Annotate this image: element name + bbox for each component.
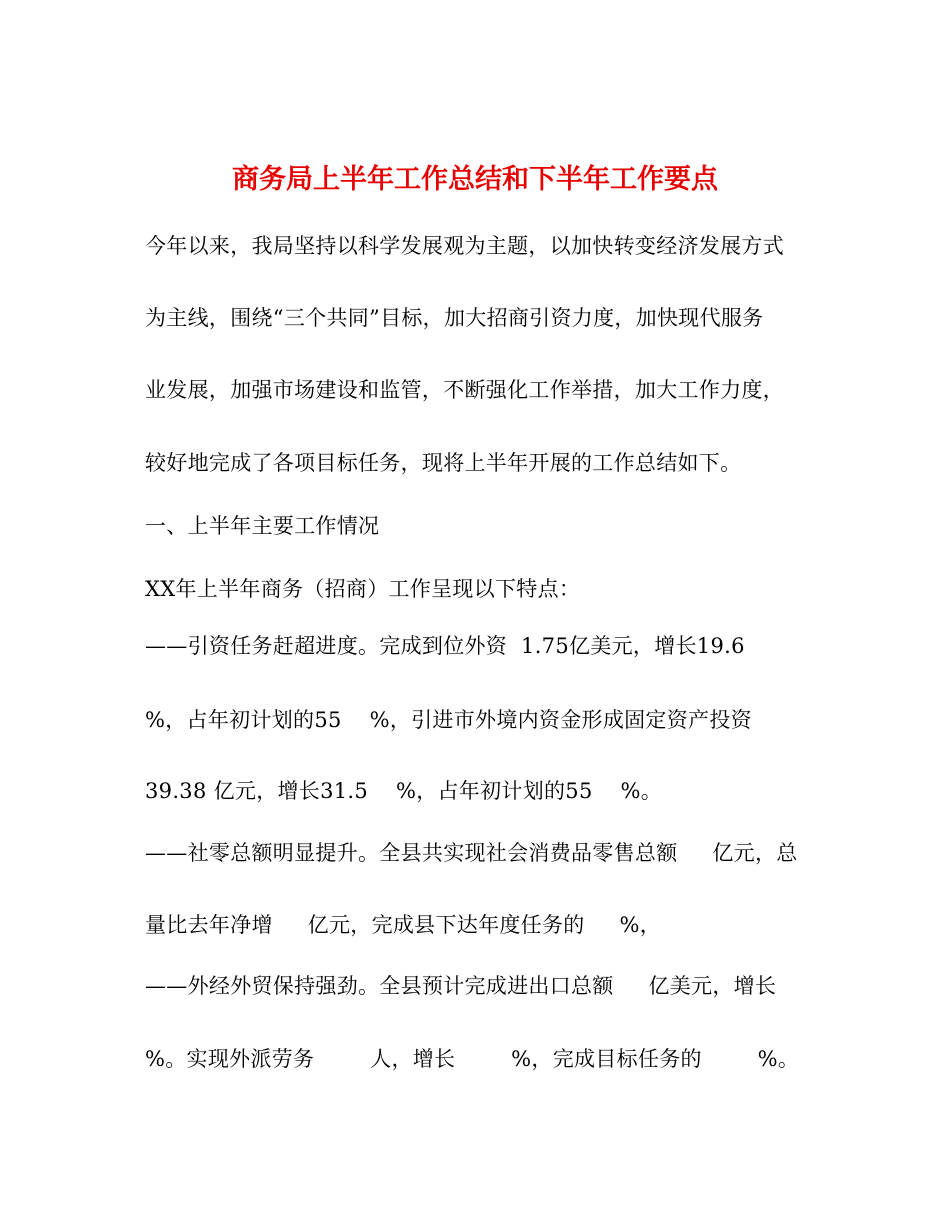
section-heading: 一、上半年主要工作情况	[145, 514, 380, 538]
paragraph-line: ——外经外贸保持强劲。全县预计完成进出口总额 亿美元，增长	[145, 974, 777, 998]
paragraph-line: 今年以来，我局坚持以科学发展观为主题，以加快转变经济发展方式	[145, 234, 784, 258]
paragraph-line: ——引资任务赶超进度。完成到位外资 1.75亿美元，增长19.6	[145, 634, 745, 658]
paragraph-line: XX年上半年商务（招商）工作呈现以下特点：	[145, 577, 581, 601]
document-title: 商务局上半年工作总结和下半年工作要点	[232, 164, 718, 196]
paragraph-line: 为主线，围绕“三个共同”目标，加大招商引资力度，加快现代服务	[145, 306, 764, 330]
paragraph-line: 量比去年净增 亿元，完成县下达年度任务的 %，	[145, 913, 662, 937]
paragraph-line: 业发展，加强市场建设和监管，不断强化工作举措，加大工作力度，	[145, 378, 784, 402]
paragraph-line: %。实现外派劳务 人，增长 %，完成目标任务的 %。	[145, 1047, 800, 1071]
paragraph-line: %，占年初计划的55 %，引进市外境内资金形成固定资产投资	[145, 708, 752, 732]
paragraph-line: ——社零总额明显提升。全县共实现社会消费品零售总额 亿元，总	[145, 841, 798, 865]
paragraph-line: 39.38 亿元，增长31.5 %，占年初计划的55 %。	[145, 779, 663, 803]
paragraph-line: 较好地完成了各项目标任务，现将上半年开展的工作总结如下。	[145, 451, 742, 475]
